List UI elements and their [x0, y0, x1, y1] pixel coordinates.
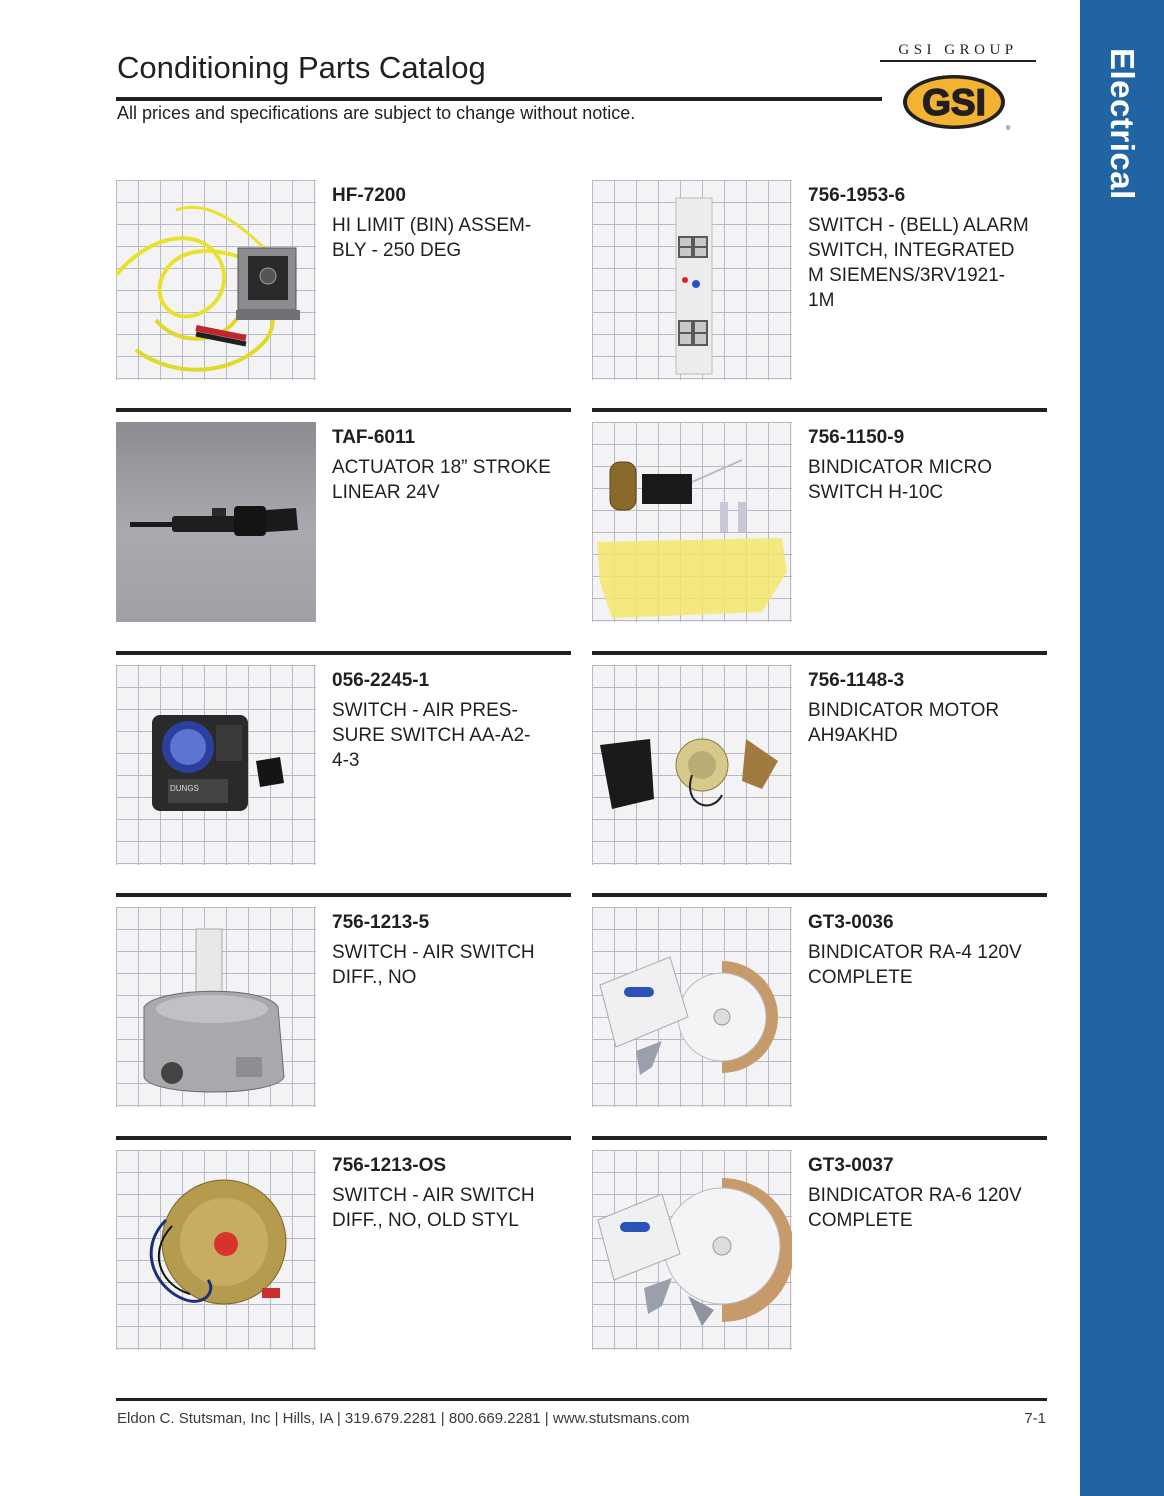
bindicator-ra4-image — [592, 907, 792, 1107]
part-number: 756-1150-9 — [808, 427, 905, 448]
catalog-item-756-1148-3 — [592, 651, 1047, 881]
bindicator-ra6-image — [592, 1150, 792, 1350]
product-photo — [592, 665, 792, 865]
catalog-item-756-1150-9 — [592, 408, 1047, 638]
air-switch-old-style-image — [116, 1150, 316, 1350]
catalog-item-056-2245-1 — [116, 651, 571, 881]
catalog-item-hf-7200 — [116, 166, 571, 396]
side-tab-label: Electrical — [1104, 48, 1141, 200]
product-photo — [592, 180, 792, 380]
part-description: SWITCH - AIR PRES- SURE SWITCH AA-A2- 4-3 — [332, 700, 531, 771]
part-number: 756-1953-6 — [808, 185, 906, 206]
air-switch-diff-image — [116, 907, 316, 1107]
item-divider — [116, 408, 571, 412]
part-description: BINDICATOR MICRO SWITCH H-10C — [808, 457, 993, 503]
page-title: Conditioning Parts Catalog — [117, 50, 486, 85]
part-number: HF-7200 — [332, 185, 406, 206]
part-description: SWITCH - AIR SWITCH DIFF., NO — [332, 942, 535, 988]
hi-limit-assembly-image — [116, 180, 316, 380]
page-subtitle: All prices and specifications are subject to change without notice. — [117, 103, 636, 123]
part-description: HI LIMIT (BIN) ASSEM- BLY - 250 DEG — [332, 215, 532, 261]
alarm-switch-image — [592, 180, 792, 380]
item-divider — [592, 651, 1047, 655]
item-divider — [116, 651, 571, 655]
part-description: BINDICATOR RA-6 120V COMPLETE — [808, 1185, 1022, 1231]
logo-group-text: GSI GROUP — [880, 42, 1036, 62]
part-number: TAF-6011 — [332, 427, 416, 448]
part-number: GT3-0037 — [808, 1155, 894, 1176]
part-number: 756-1213-5 — [332, 912, 430, 933]
bindicator-motor-image — [592, 665, 792, 865]
item-divider — [592, 893, 1047, 897]
part-description: SWITCH - AIR SWITCH DIFF., NO, OLD STYL — [332, 1185, 535, 1231]
product-photo — [592, 1150, 792, 1350]
part-description: BINDICATOR RA-4 120V COMPLETE — [808, 942, 1022, 988]
catalog-item-gt3-0036 — [592, 893, 1047, 1123]
part-number: 756-1148-3 — [808, 670, 905, 691]
item-divider — [592, 408, 1047, 412]
part-description: BINDICATOR MOTOR AH9AKHD — [808, 700, 1000, 746]
title-divider — [116, 97, 882, 101]
footer-contact: Eldon C. Stutsman, Inc | Hills, IA | 319.679.2281 | 800.669.2281 | www.stutsmans.com — [117, 1410, 690, 1427]
linear-actuator-image — [116, 422, 316, 622]
product-photo — [116, 907, 316, 1107]
item-divider — [116, 1136, 571, 1140]
part-description: SWITCH - (BELL) ALARM SWITCH, INTEGRATED M SIEMENS/3RV1921- 1M — [808, 215, 1029, 311]
product-photo — [592, 907, 792, 1107]
air-pressure-switch-image — [116, 665, 316, 865]
product-photo — [592, 422, 792, 622]
logo-mark-text: GSI — [922, 82, 986, 123]
part-number: 756-1213-OS — [332, 1155, 447, 1176]
part-number: 056-2245-1 — [332, 670, 430, 691]
side-tab — [1080, 0, 1164, 1496]
part-description: ACTUATOR 18” STROKE LINEAR 24V — [332, 457, 551, 503]
item-divider — [592, 1136, 1047, 1140]
svg-text:DUNGS: DUNGS — [170, 784, 199, 793]
svg-text:®: ® — [1006, 126, 1011, 132]
product-photo — [116, 1150, 316, 1350]
page-number: 7-1 — [1024, 1410, 1046, 1427]
product-photo — [116, 422, 316, 622]
micro-switch-image — [592, 422, 792, 622]
item-divider — [116, 893, 571, 897]
product-photo — [116, 180, 316, 380]
catalog-item-756-1953-6 — [592, 166, 1047, 396]
product-photo — [116, 665, 316, 865]
gsi-logo — [878, 42, 1038, 134]
catalog-item-756-1213-5 — [116, 893, 571, 1123]
footer-divider — [116, 1398, 1047, 1401]
part-number: GT3-0036 — [808, 912, 894, 933]
catalog-item-taf-6011 — [116, 408, 571, 638]
gsi-oval-icon — [902, 74, 1012, 134]
catalog-item-756-1213-os — [116, 1136, 571, 1366]
catalog-item-gt3-0037 — [592, 1136, 1047, 1366]
